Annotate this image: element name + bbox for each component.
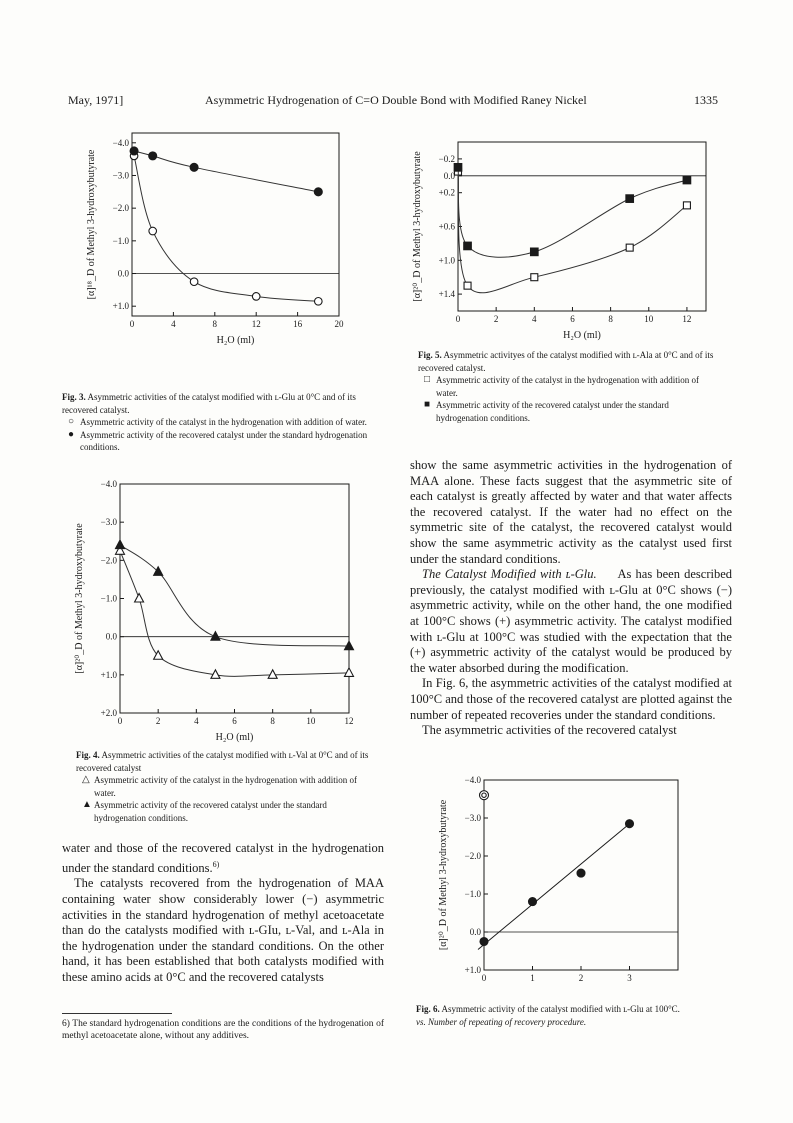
x-axis-label: H₂O (ml) (563, 330, 601, 341)
y-tick-label: −4.0 (464, 775, 481, 785)
y-tick-label: −3.0 (100, 517, 117, 528)
fig4-chart (75, 475, 365, 745)
open-square-icon: □ (424, 374, 431, 385)
fig3-legend-text: Asymmetric activity of the catalyst in the hydrogenation with addition of water. (80, 417, 367, 427)
x-tick-label: 0 (117, 716, 123, 726)
x-axis-label: H₂O (ml) (216, 335, 255, 346)
y-tick-label: −0.2 (438, 153, 455, 164)
paragraph (62, 841, 384, 876)
x-tick-label: 8 (608, 314, 613, 324)
filled-circle-icon: ● (68, 428, 75, 440)
fig3-label: Fig. 3. (62, 392, 86, 402)
y-tick-label: +1.0 (464, 965, 481, 975)
y-axis-label: [α]²⁰_D of Methyl 3-hydroxybutyrate (412, 151, 423, 302)
filled-triangle-icon: ▲ (82, 799, 92, 810)
fig5-caption (418, 349, 722, 424)
series-curve (458, 167, 687, 257)
data-point-filled-circle (314, 188, 322, 196)
footnote: 6) The standard hydrogenation conditions are the conditions of the hydrogenation of methyl acetoacetate alone, without any additives. (62, 1019, 384, 1041)
paragraph: The asymmetric activities of the recovered catalyst (422, 723, 677, 738)
data-point-filled-circle (480, 938, 488, 946)
footnote-rule (62, 1013, 172, 1014)
data-point-open-square (464, 282, 471, 289)
data-point-double-circle-inner (482, 793, 486, 797)
fig5-chart (412, 134, 721, 352)
x-axis-label: H₂O (ml) (215, 732, 254, 743)
data-point-open-circle (252, 293, 260, 301)
y-tick-label: 0.0 (443, 170, 455, 181)
x-tick-label: 0 (455, 314, 461, 324)
fig5-legend-item (418, 374, 722, 399)
footnote-ref: 6) (212, 859, 220, 869)
fig3-chart (78, 125, 378, 385)
y-tick-label: −1.0 (464, 889, 481, 899)
x-tick-label: 10 (644, 314, 654, 324)
plot-frame (132, 133, 339, 316)
fig6-caption-note: vs. Number of repeating of recovery procedure. (416, 1016, 587, 1027)
paragraph (410, 567, 732, 676)
y-tick-label: +1.0 (438, 255, 455, 266)
data-point-filled-triangle (116, 540, 125, 549)
data-point-open-circle (149, 227, 157, 235)
fig4-legend-item (76, 774, 380, 799)
fig3-legend-text: Asymmetric activity of the recovered catalyst under the standard hydrogenation conditions. (80, 429, 368, 452)
fig4-caption-text: Asymmetric activities of the catalyst modified with ʟ-Val at 0°C and of its recovered catalyst (76, 750, 369, 773)
x-tick-label: 4 (194, 716, 199, 726)
data-point-open-square (531, 274, 538, 281)
x-tick-label: 8 (270, 716, 275, 726)
data-point-filled-circle (577, 869, 585, 877)
y-tick-label: −3.0 (112, 170, 129, 181)
right-column-text (410, 458, 732, 739)
data-point-filled-circle (149, 152, 157, 160)
data-point-open-square (683, 202, 690, 209)
data-point-filled-square (626, 195, 634, 203)
fig5-caption-text: Asymmetric activityes of the catalyst modified with ʟ-Ala at 0°C and of its recovered catalyst. (418, 350, 714, 373)
open-circle-icon: ○ (68, 416, 75, 427)
y-tick-label: 0.0 (469, 927, 481, 937)
paragraph: show the same asymmetric activities in the hydrogenation of MAA alone. These facts suggest that the asymmetric site of each catalyst is greatly affected by water and that water affects the recovered catalyst. If the water had no effect on the symmetric site of the catalyst, the recovered catalyst would show the same asymmetric activity as the catalyst used first under the standard conditions. (410, 458, 732, 566)
running-head-date: May, 1971] (68, 93, 124, 107)
x-tick-label: 0 (129, 319, 135, 329)
data-point-filled-square (454, 164, 462, 172)
data-point-filled-square (531, 248, 539, 256)
y-tick-label: −4.0 (112, 137, 129, 148)
x-tick-label: 6 (232, 716, 237, 726)
series-curve (120, 545, 349, 646)
left-column-text (62, 841, 384, 986)
fig6-caption (416, 1003, 722, 1028)
fig3-legend-item (62, 416, 380, 429)
data-point-open-triangle (268, 670, 277, 679)
data-point-filled-square (464, 242, 472, 250)
data-point-filled-triangle (154, 567, 163, 576)
x-tick-label: 2 (578, 973, 584, 983)
fig4-legend-item (76, 799, 380, 824)
paragraph-text: water and those of the recovered catalyst in the hydrogenation under the standard conditions. (62, 841, 384, 875)
data-point-filled-circle (130, 147, 138, 155)
y-tick-label: −1.0 (112, 235, 129, 246)
data-point-open-triangle (135, 594, 144, 603)
paragraph: In Fig. 6, the asymmetric activities of the catalyst modified at 100°C and those of the recovered catalyst are plotted against the number of repeated recoveries under the standard conditions. (410, 676, 732, 722)
x-tick-label: 10 (306, 716, 316, 726)
y-tick-label: +0.6 (438, 221, 455, 232)
data-point-open-circle (190, 278, 198, 286)
x-tick-label: 2 (155, 716, 161, 726)
fig5-legend-item (418, 399, 722, 424)
data-point-filled-triangle (345, 641, 354, 650)
x-tick-label: 0 (481, 973, 487, 983)
y-tick-label: +2.0 (100, 708, 117, 718)
y-tick-label: −3.0 (464, 813, 481, 823)
y-tick-label: −1.0 (100, 593, 117, 604)
fig5-legend-text: Asymmetric activity of the catalyst in the hydrogenation with addition of water. (436, 375, 699, 398)
fig5-label: Fig. 5. (418, 350, 442, 360)
y-tick-label: +1.0 (100, 669, 117, 680)
data-point-filled-circle (190, 163, 198, 171)
x-tick-label: 1 (530, 973, 535, 983)
fig4-legend-text: Asymmetric activity of the catalyst in the hydrogenation with addition of water. (94, 775, 357, 798)
fig5-legend-text: Asymmetric activity of the recovered catalyst under the standard hydrogenation conditions. (436, 400, 669, 423)
plot-frame (120, 484, 349, 713)
fig6-chart (440, 772, 690, 997)
paragraph-text: As has been described previously, the catalyst modified with ʟ-Glu at 0°C shows (−) asymmetric activity, while on the other hand, the one modified at 100°C shows (+) asymmetric activity. The catalyst modified with ʟ-Glu at 100°C was studied with the expectation that the (+) asymmetric activity of the catalyst would be produced by the water absorbed during the modification. (410, 567, 733, 675)
data-point-filled-circle (626, 820, 634, 828)
page-number: 1335 (694, 93, 718, 107)
x-tick-label: 16 (293, 319, 303, 329)
section-heading: The Catalyst Modified with ʟ-Glu. (422, 567, 597, 582)
x-tick-label: 6 (570, 314, 575, 324)
paragraph: The catalysts recovered from the hydrogenation of MAA containing water show considerably lower (−) asymmetric activities in the standard hydrogenation of methyl acetoacetate than do the catalysts modified with ʟ-GIu, ʟ-Val, and ʟ-Ala in the hydrogenation under the standard conditions. On the other hand, it has been established that both catalysts modified with these amino acids at 0°C and the recovered catalysts (62, 876, 384, 984)
y-axis-label: [α]¹⁸_D of Methyl 3-hydroxybutyrate (86, 149, 97, 300)
data-point-filled-square (683, 176, 691, 184)
fig4-caption (76, 749, 380, 824)
data-point-filled-circle (529, 898, 537, 906)
fig3-legend-item (62, 429, 380, 454)
data-point-filled-triangle (211, 632, 220, 641)
data-point-open-circle (315, 297, 323, 305)
filled-square-icon: ■ (424, 399, 431, 410)
open-triangle-icon: △ (82, 774, 90, 785)
series-curve (134, 151, 318, 192)
y-tick-label: 0.0 (105, 631, 117, 642)
plot-frame (458, 142, 706, 311)
fig3-caption-text: Asymmetric activities of the catalyst modified with ʟ-Glu at 0°C and of its recovered catalyst. (62, 392, 356, 415)
fit-line (478, 824, 630, 950)
fig4-label: Fig. 4. (76, 750, 100, 760)
y-tick-label: +0.2 (438, 187, 455, 198)
x-tick-label: 3 (627, 973, 632, 983)
series-curve (134, 156, 318, 301)
data-point-open-triangle (345, 668, 354, 677)
fig6-caption-text: Asymmetric activity of the catalyst modified with ʟ-Glu at 100°C. (441, 1004, 680, 1014)
x-tick-label: 12 (682, 314, 692, 324)
x-tick-label: 8 (212, 319, 218, 329)
x-tick-label: 20 (334, 319, 344, 329)
x-tick-label: 12 (251, 319, 261, 329)
y-axis-label: [α]²⁰_D of Methyl 3-hydroxybutyrate (74, 523, 85, 674)
y-tick-label: +1.4 (438, 289, 455, 300)
x-tick-label: 4 (532, 314, 537, 324)
y-tick-label: −2.0 (100, 555, 117, 566)
data-point-open-square (626, 244, 633, 251)
fig3-caption (62, 391, 380, 454)
y-tick-label: 0.0 (117, 268, 129, 279)
y-tick-label: −2.0 (112, 203, 129, 214)
x-tick-label: 12 (344, 716, 354, 726)
fig4-legend-text: Asymmetric activity of the recovered catalyst under the standard hydrogenation conditions. (94, 800, 327, 823)
running-head-title: Asymmetric Hydrogenation of C=O Double Bond with Modified Raney Nickel (205, 93, 587, 107)
fig6-label: Fig. 6. (416, 1004, 440, 1014)
y-tick-label: −2.0 (464, 851, 481, 861)
y-axis-label: [α]²⁰_D of Methyl 3-hydroxybutyrate (438, 799, 449, 951)
y-tick-label: −4.0 (100, 479, 117, 489)
y-tick-label: +1.0 (112, 301, 129, 312)
x-tick-label: 4 (171, 319, 176, 329)
x-tick-label: 2 (493, 314, 499, 324)
